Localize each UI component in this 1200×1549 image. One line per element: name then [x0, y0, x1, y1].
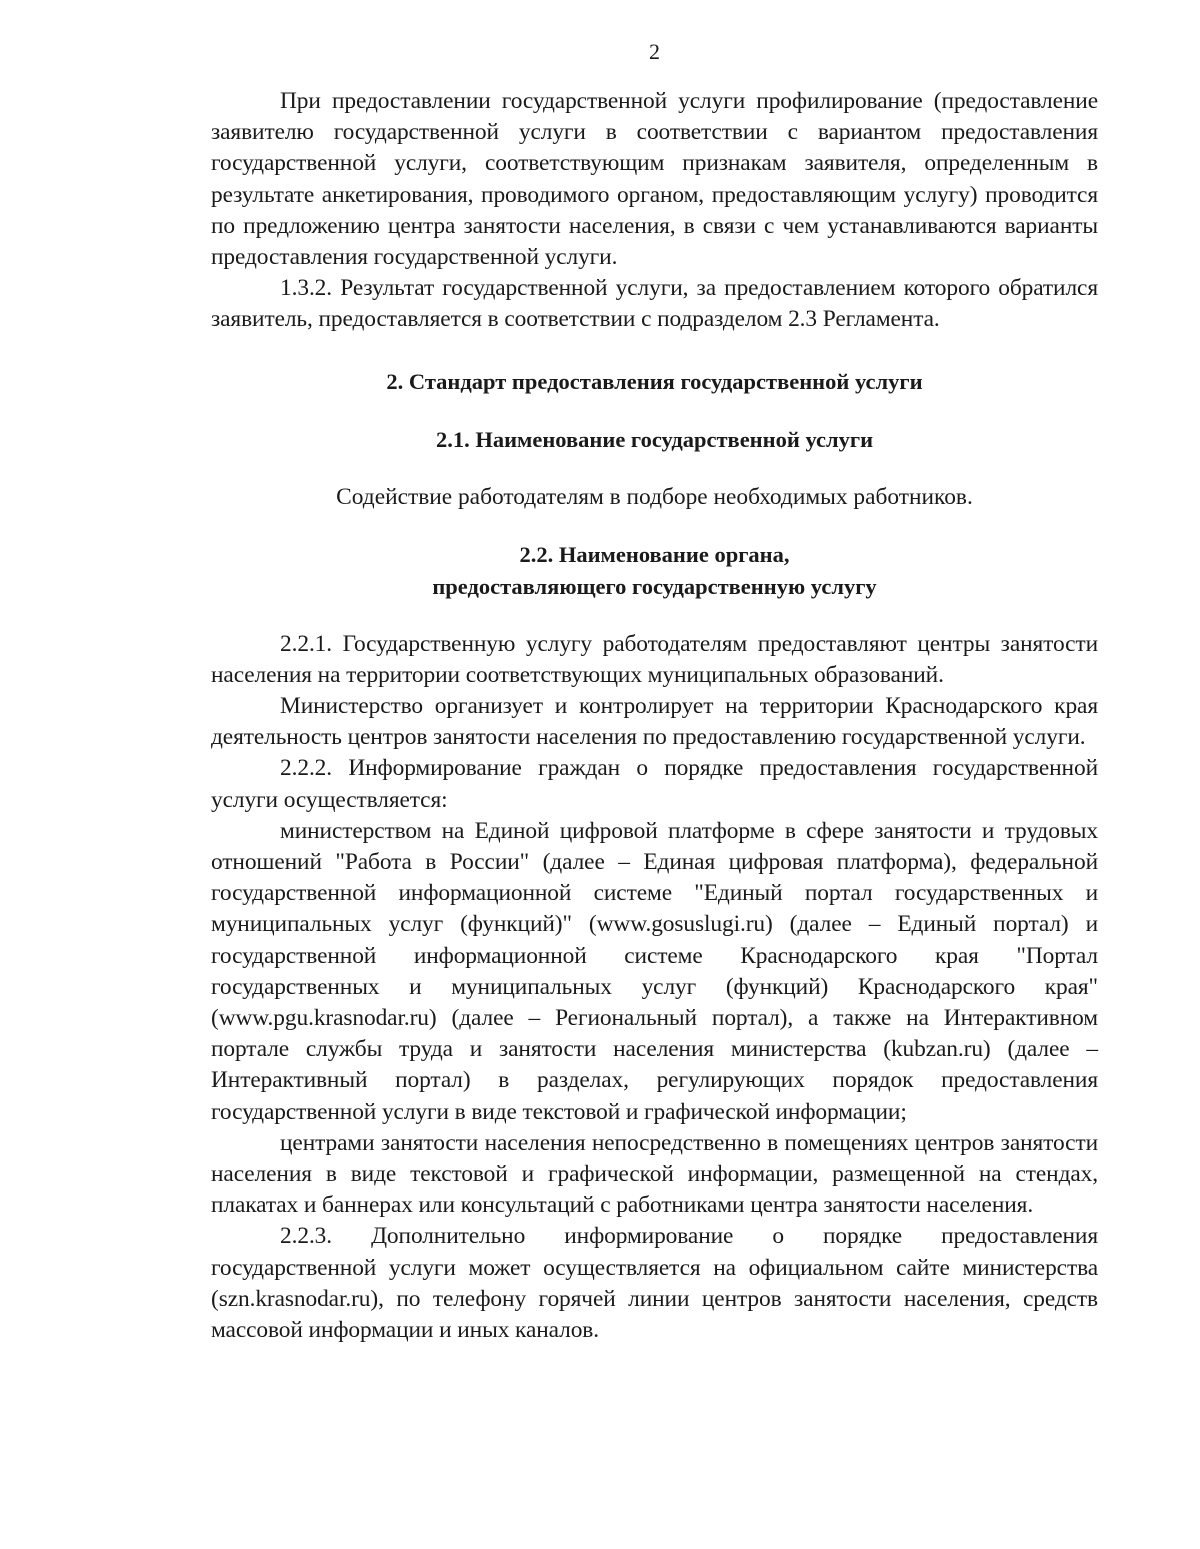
paragraph-employment-centers: центрами занятости населения непосредственно в помещениях центров занятости населения в виде текстовой и графической информации, размещенной на стендах, плакатах и баннерах или консультаций с работниками центра занятости населения. — [211, 1129, 1098, 1219]
paragraph-2-2-2: 2.2.2. Информирование граждан о порядке предоставления государственной услуги осуществляется: — [211, 755, 1098, 813]
intro-paragraph-profiling: При предоставлении государственной услуги профилирование (предоставление заявителю государственной услуги в соответствии с вариантом предоставления государственной услуги, соответствующим признакам заявителя, определенным в результате анкетирования, проводимого органом, предоставляющим услугу) проводится по предложению центра занятости населения, в связи с чем устанавливаются варианты предоставления государственной услуги. — [211, 88, 1098, 271]
section-heading: 2. Стандарт предоставления государственной услуги — [386, 368, 923, 394]
service-name: Содействие работодателям в подборе необходимых работников. — [336, 483, 973, 510]
paragraph-ministry: Министерство организует и контролирует на территории Краснодарского края деятельность центров занятости населения по предоставлению государственной услуги. — [211, 693, 1098, 751]
document-page — [211, 34, 1098, 1346]
paragraph-ministry-platforms: министерством на Единой цифровой платформе в сфере занятости и трудовых отношений "Работа в России" (далее – Единая цифровая платформа), федеральной государственной информационной системе "Единый портал государственных и муниципальных услуг (функций)" (www.gosuslugi.ru) (далее – Единый портал) и государственной информационной системе Краснодарского края "Портал государственных и муниципальных услуг (функций) Краснодарского края" (www.pgu.krasnodar.ru) (далее – Региональный портал), а также на Интерактивном портале службы труда и занятости населения министерства (kubzan.ru) (далее – Интерактивный портал) в разделах, регулирующих порядок предоставления государственной услуги в виде текстовой и графической информации; — [211, 817, 1098, 1125]
intro-paragraph-result: 1.3.2. Результат государственной услуги, за предоставлением которого обратился заявитель, предоставляется в соответствии с подразделом 2.3 Регламента. — [211, 275, 1098, 333]
paragraph-2-2-1: 2.2.1. Государственную услугу работодателям предоставляют центры занятости населения на территории соответствующих муниципальных образований. — [211, 630, 1098, 688]
subsection-2-2-heading-line1: 2.2. Наименование органа, — [519, 541, 790, 567]
paragraph-2-2-3: 2.2.3. Дополнительно информирование о порядке предоставления государственной услуги может осуществляется на официальном сайте министерства (szn.krasnodar.ru), по телефону горячей линии центров занятости населения, средств массовой информации и иных каналов. — [211, 1223, 1098, 1344]
subsection-2-2-heading — [211, 539, 1098, 603]
page-number: 2 — [649, 39, 660, 64]
subsection-2-2-heading-line2: предоставляющего государственную услугу — [432, 573, 877, 599]
subsection-2-1-heading: 2.1. Наименование государственной услуги — [435, 426, 874, 452]
